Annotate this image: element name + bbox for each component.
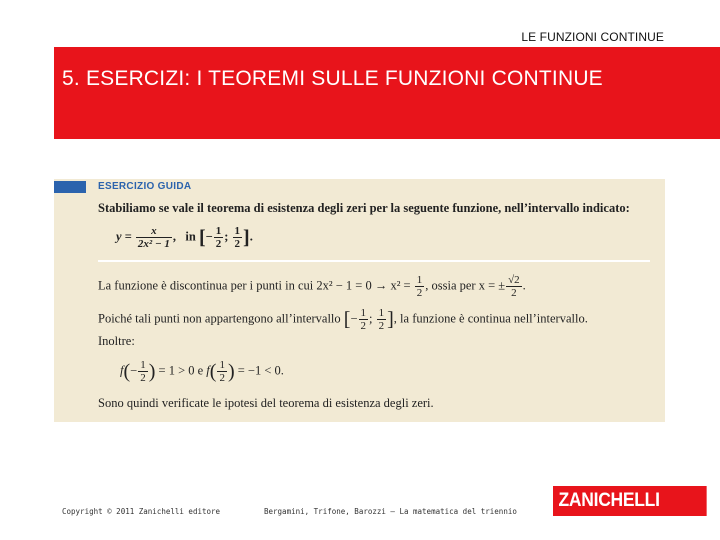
section-label: LE FUNZIONI CONTINUE — [521, 30, 664, 44]
divider — [98, 260, 650, 262]
zanichelli-logo: ZANICHELLI — [553, 486, 707, 516]
continuity-line: Poiché tali punti non appartengono all’intervallo [− $\frac{1}{2}$ ; $\frac{1}{2}$ ], la funzione è continua nell’intervallo. — [98, 307, 588, 332]
exercise-box — [54, 179, 665, 422]
conclusion-line: Sono quindi verificate le ipotesi del teorema di esistenza degli zeri. — [98, 396, 434, 410]
exercise-tag-marker — [54, 181, 86, 193]
exercise-heading: ESERCIZIO GUIDA — [98, 181, 192, 192]
inoltre-line: Inoltre: — [98, 334, 135, 348]
book-credit: Bergamini, Trifone, Barozzi – La matematica del triennio — [264, 507, 517, 516]
copyright-text: Copyright © 2011 Zanichelli editore — [62, 507, 221, 516]
title-band — [54, 47, 720, 139]
discontinuity-line: La funzione è discontinua per i punti in cui 2x² − 1 = 0 → x² = $\frac{1}{2}$ , ossia per x = ± $\frac{√2}{2}$ . — [98, 274, 526, 299]
function-formula: y = $\frac{x}{\text{2x² − 1}}$ , in [− $\frac{1}{2}$ ; $\frac{1}{2}$ ]. — [116, 225, 253, 250]
slide-title: 5. ESERCIZI: I TEOREMI SULLE FUNZIONI CONTINUE — [62, 67, 603, 90]
function-values-line: f(− $\frac{1}{2}$ ) = 1 > 0 e f( $\frac{1}{2}$ ) = −1 < 0. — [120, 359, 284, 384]
exercise-statement: Stabiliamo se vale il teorema di esistenza degli zeri per la seguente funzione, nell’intervallo indicato: — [98, 201, 630, 215]
